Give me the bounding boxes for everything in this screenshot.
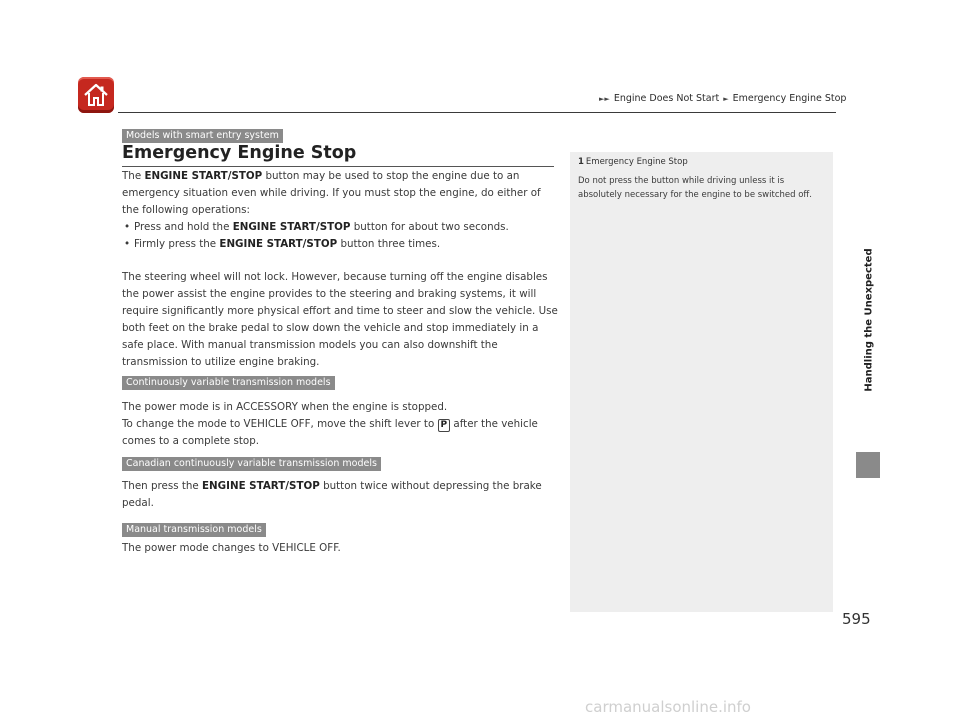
- park-position-symbol: P: [438, 419, 451, 432]
- chevron-right-icon: ►: [723, 95, 729, 103]
- button-name: ENGINE START/STOP: [144, 170, 263, 182]
- breadcrumb-item-emergency-engine-stop[interactable]: Emergency Engine Stop: [732, 93, 847, 104]
- note-panel: [570, 152, 833, 612]
- list-item: • Firmly press the ENGINE START/STOP button three times.: [122, 236, 558, 253]
- home-icon: [83, 83, 109, 107]
- home-button[interactable]: [78, 77, 114, 113]
- section-side-label: Handling the Unexpected: [863, 248, 875, 392]
- note-number: 1: [578, 157, 584, 167]
- note-text: Do not press the button while driving unless it is absolutely necessary for the engine to be switched off.: [578, 176, 812, 200]
- tag-cvt: Continuously variable transmission models: [122, 376, 335, 390]
- section-tab[interactable]: [856, 452, 880, 478]
- paragraph-intro: The ENGINE START/STOP button may be used to stop the engine due to an emergency situation even while driving. If you must stop the engine, do either of the following operations:: [122, 170, 541, 216]
- operations-list: [122, 219, 558, 253]
- title-divider: [122, 166, 554, 167]
- breadcrumb: [598, 93, 846, 104]
- main-content: [122, 168, 558, 557]
- list-item: • Press and hold the ENGINE START/STOP button for about two seconds.: [122, 219, 558, 236]
- paragraph-vehicle-off: The power mode changes to VEHICLE OFF.: [122, 542, 341, 554]
- paragraph-steering: The steering wheel will not lock. However, because turning off the engine disables the power assist the engine provides to the steering and braking systems, it will require significantly more physical effort and time to steer and slow the vehicle. Use both feet on the brake pedal to slow down the vehicle and stop immediately in a safe place. With manual transmission models you can also downshift the transmission to utilize engine braking.: [122, 271, 558, 368]
- tag-manual: Manual transmission models: [122, 523, 266, 537]
- watermark: carmanualsonline.info: [585, 698, 751, 716]
- double-chevron-right-icon: ►►: [599, 95, 610, 103]
- tag-canadian-cvt: Canadian continuously variable transmission models: [122, 457, 381, 471]
- note-heading: 1 Emergency Engine Stop: [578, 157, 688, 167]
- paragraph-accessory: The power mode is in ACCESSORY when the engine is stopped.: [122, 401, 448, 413]
- page-number: 595: [842, 610, 871, 628]
- header-divider: [118, 112, 836, 113]
- paragraph-shift-lever: To change the mode to VEHICLE OFF, move the shift lever to P after the vehicle comes to a complete stop.: [122, 418, 538, 447]
- tag-smart-entry: Models with smart entry system: [122, 129, 283, 143]
- paragraph-press-twice: Then press the ENGINE START/STOP button twice without depressing the brake pedal.: [122, 480, 542, 509]
- breadcrumb-item-engine-does-not-start[interactable]: Engine Does Not Start: [613, 93, 720, 104]
- page-title: Emergency Engine Stop: [122, 143, 357, 163]
